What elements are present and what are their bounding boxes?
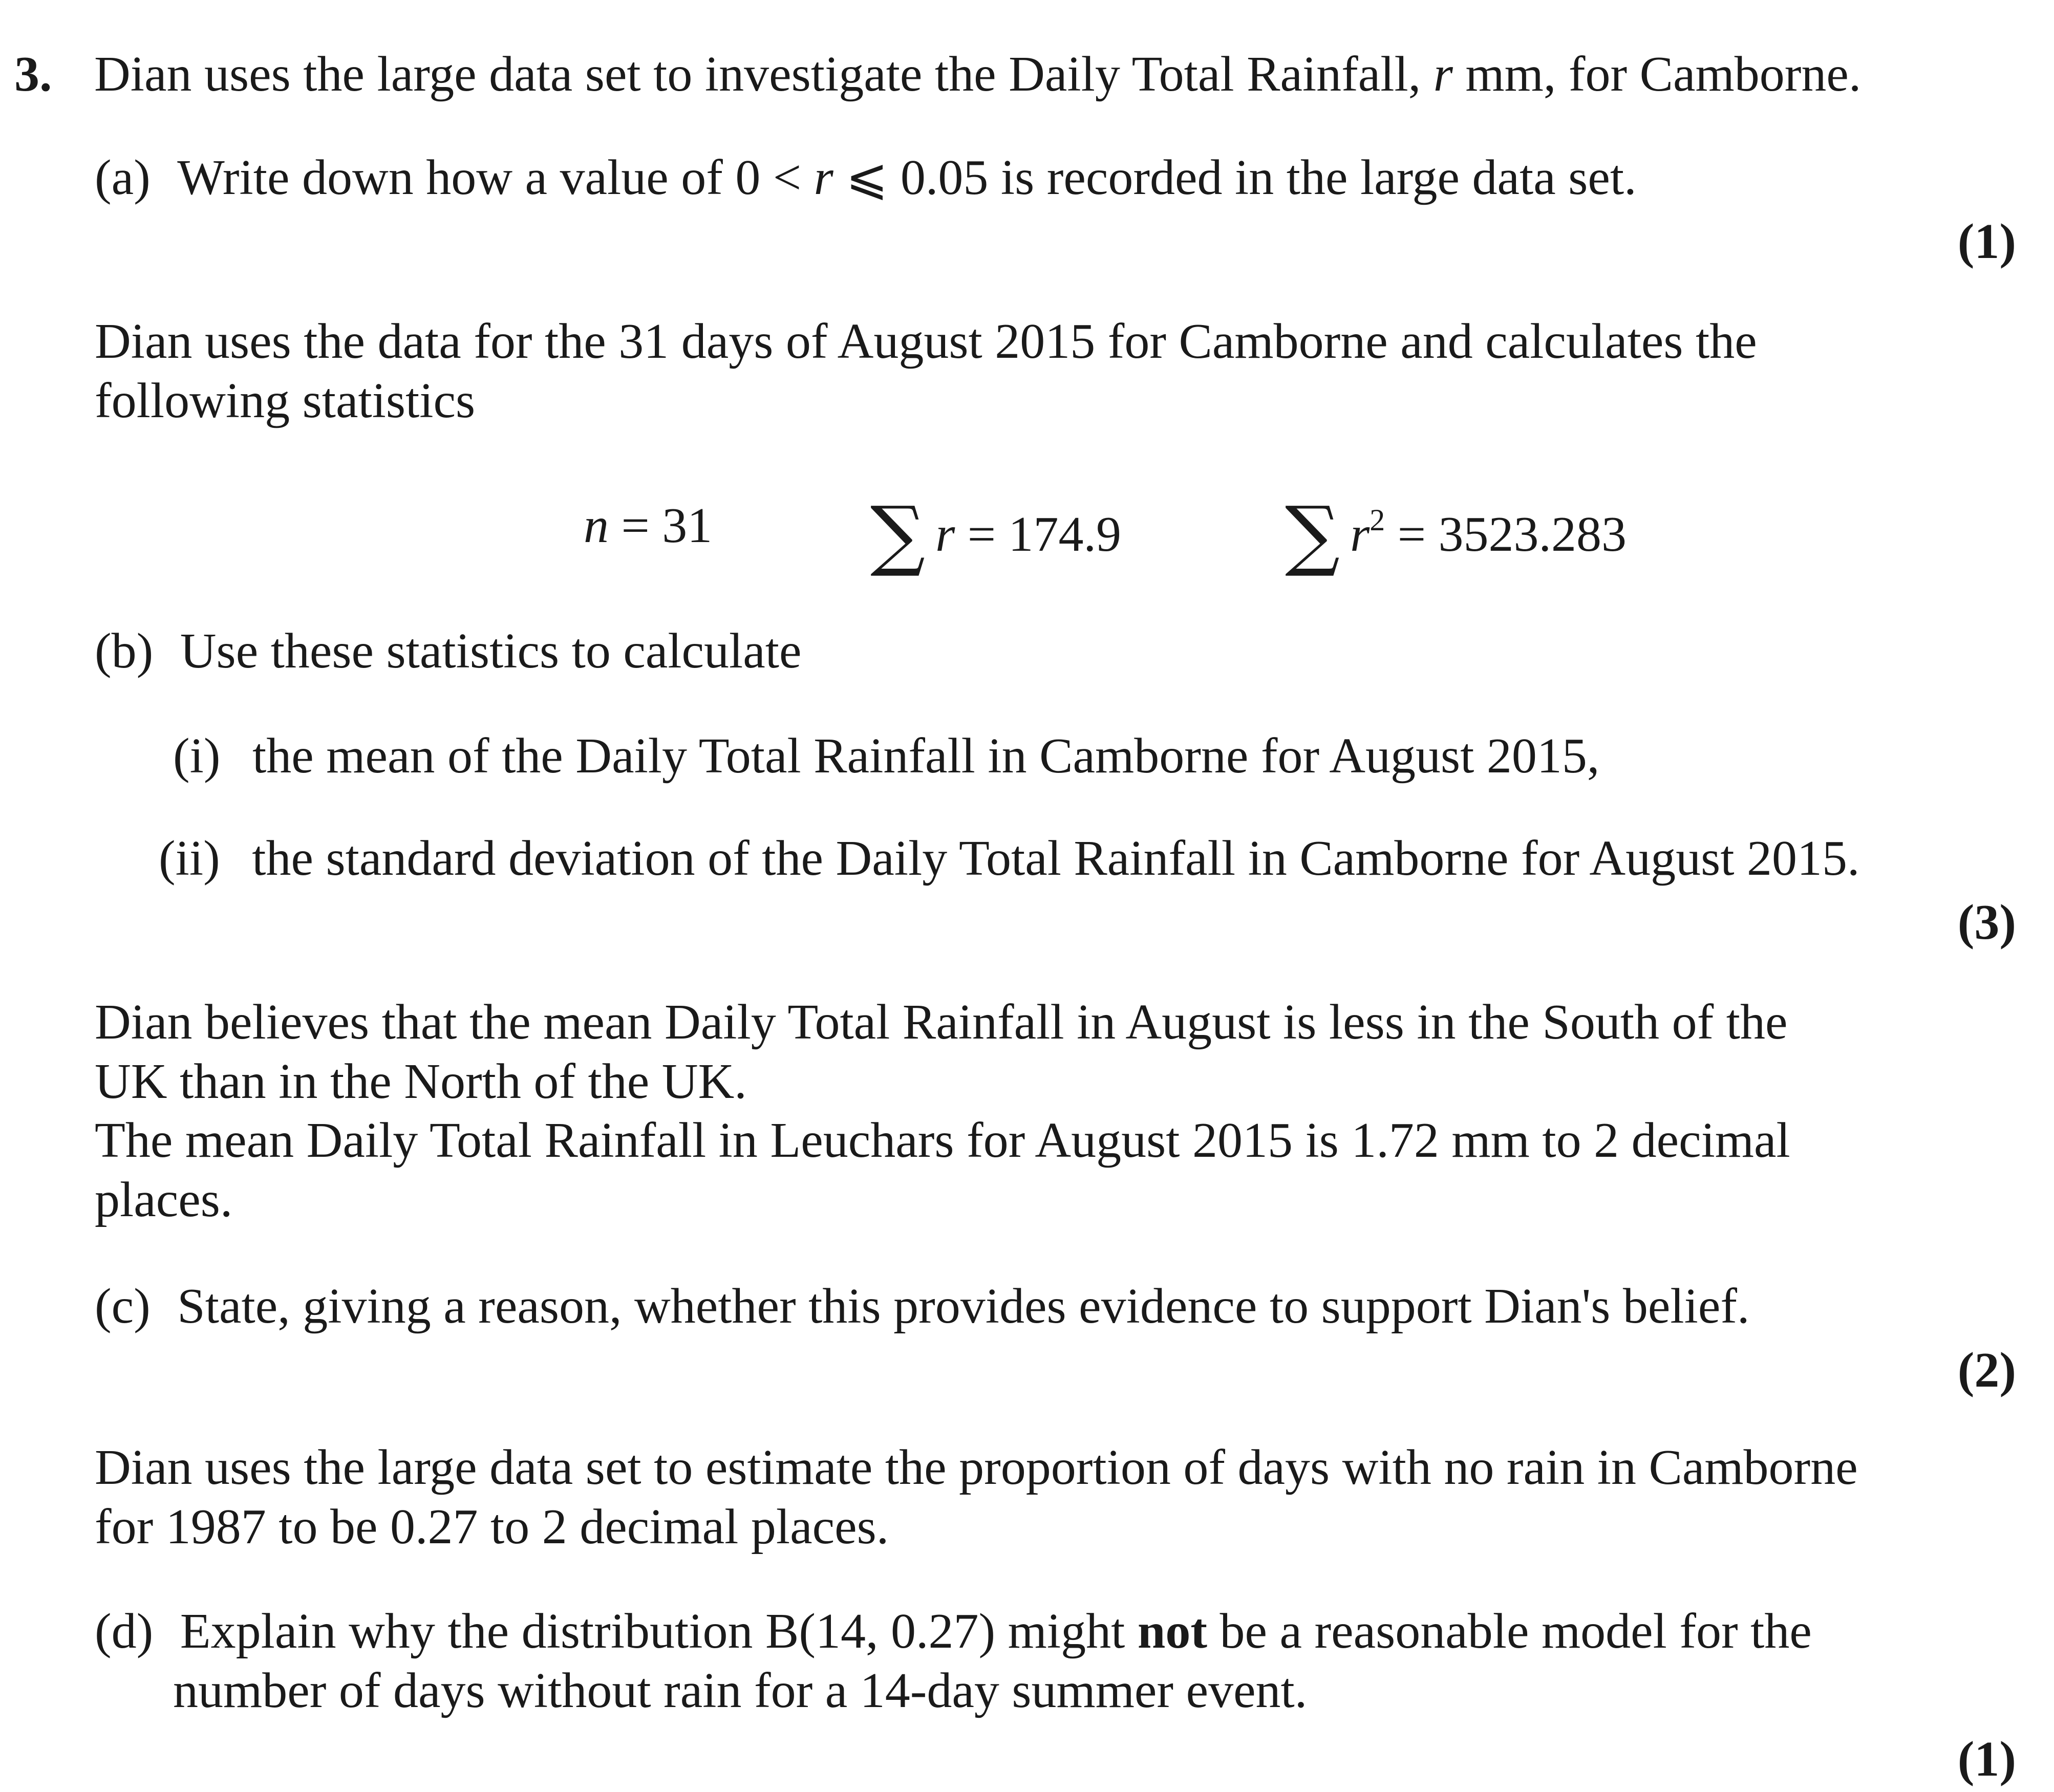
part-b-ii: [159, 829, 1860, 889]
part-b-label: (b): [95, 623, 154, 679]
context-1-line-2: following statistics: [95, 373, 476, 428]
stat-sum-r-squared: ∑ $r^2 = 3523.283$: [1285, 490, 1627, 579]
context-2-line-3: The mean Daily Total Rainfall in Leuchars for August 2015 is 1.72 mm to 2 decimal: [95, 1113, 1790, 1169]
part-b: [95, 622, 802, 681]
part-b-ii-text: the standard deviation of the Daily Total Rainfall in Camborne for August 2015.: [252, 831, 1860, 886]
context-1-line-1: Dian uses the data for the 31 days of August 2015 for Camborne and calculates the: [95, 314, 1757, 369]
part-a-text: Write down how a value of 0 < r ⩽ 0.05 is recorded in the large data set.: [177, 150, 1637, 205]
part-c-marks: (2): [1957, 1343, 2016, 1398]
part-d: [95, 1602, 1812, 1720]
context-2-line-2: UK than in the North of the UK.: [95, 1053, 747, 1109]
part-b-i-text: the mean of the Daily Total Rainfall in Camborne for August 2015,: [252, 728, 1600, 784]
part-b-i-label: (i): [173, 728, 221, 784]
part-d-marks: (1): [1957, 1732, 2016, 1787]
context-3-line-1: Dian uses the large data set to estimate the proportion of days with no rain in Camborne: [95, 1440, 1858, 1495]
part-a-marks: (1): [1957, 214, 2016, 269]
sigma-icon: ∑: [870, 490, 926, 579]
question-number: 3.: [14, 47, 52, 102]
question-stem: [14, 45, 1861, 104]
part-d-text: Explain why the distribution B(14, 0.27) might not be a reasonable model for the: [180, 1604, 1812, 1659]
part-b-marks: (3): [1957, 895, 2016, 950]
part-a-label: (a): [95, 150, 151, 205]
part-c: [95, 1277, 1750, 1336]
part-b-i: [173, 727, 1599, 786]
context-2-line-4: places.: [95, 1172, 233, 1227]
sigma-icon: ∑: [1285, 490, 1340, 579]
part-b-ii-label: (ii): [159, 831, 220, 886]
context-3: [95, 1438, 1858, 1557]
stat-n: n = 31: [584, 498, 713, 553]
part-a: [95, 148, 1637, 208]
context-2: [95, 993, 1790, 1230]
context-3-line-2: for 1987 to be 0.27 to 2 decimal places.: [95, 1499, 889, 1554]
part-d-line-2: number of days without rain for a 14-day summer event.: [173, 1663, 1308, 1718]
part-d-label: (d): [95, 1604, 154, 1659]
context-1: [95, 312, 1757, 430]
stat-sum-r: ∑ r = 174.9: [870, 490, 1122, 579]
part-b-text: Use these statistics to calculate: [180, 623, 802, 679]
question-intro: Dian uses the large data set to investigate the Daily Total Rainfall, r mm, for Camborne.: [94, 47, 1862, 102]
part-c-text: State, giving a reason, whether this provides evidence to support Dian's belief.: [177, 1279, 1750, 1334]
part-c-label: (c): [95, 1279, 151, 1334]
context-2-line-1: Dian believes that the mean Daily Total Rainfall in August is less in the South of the: [95, 995, 1788, 1050]
